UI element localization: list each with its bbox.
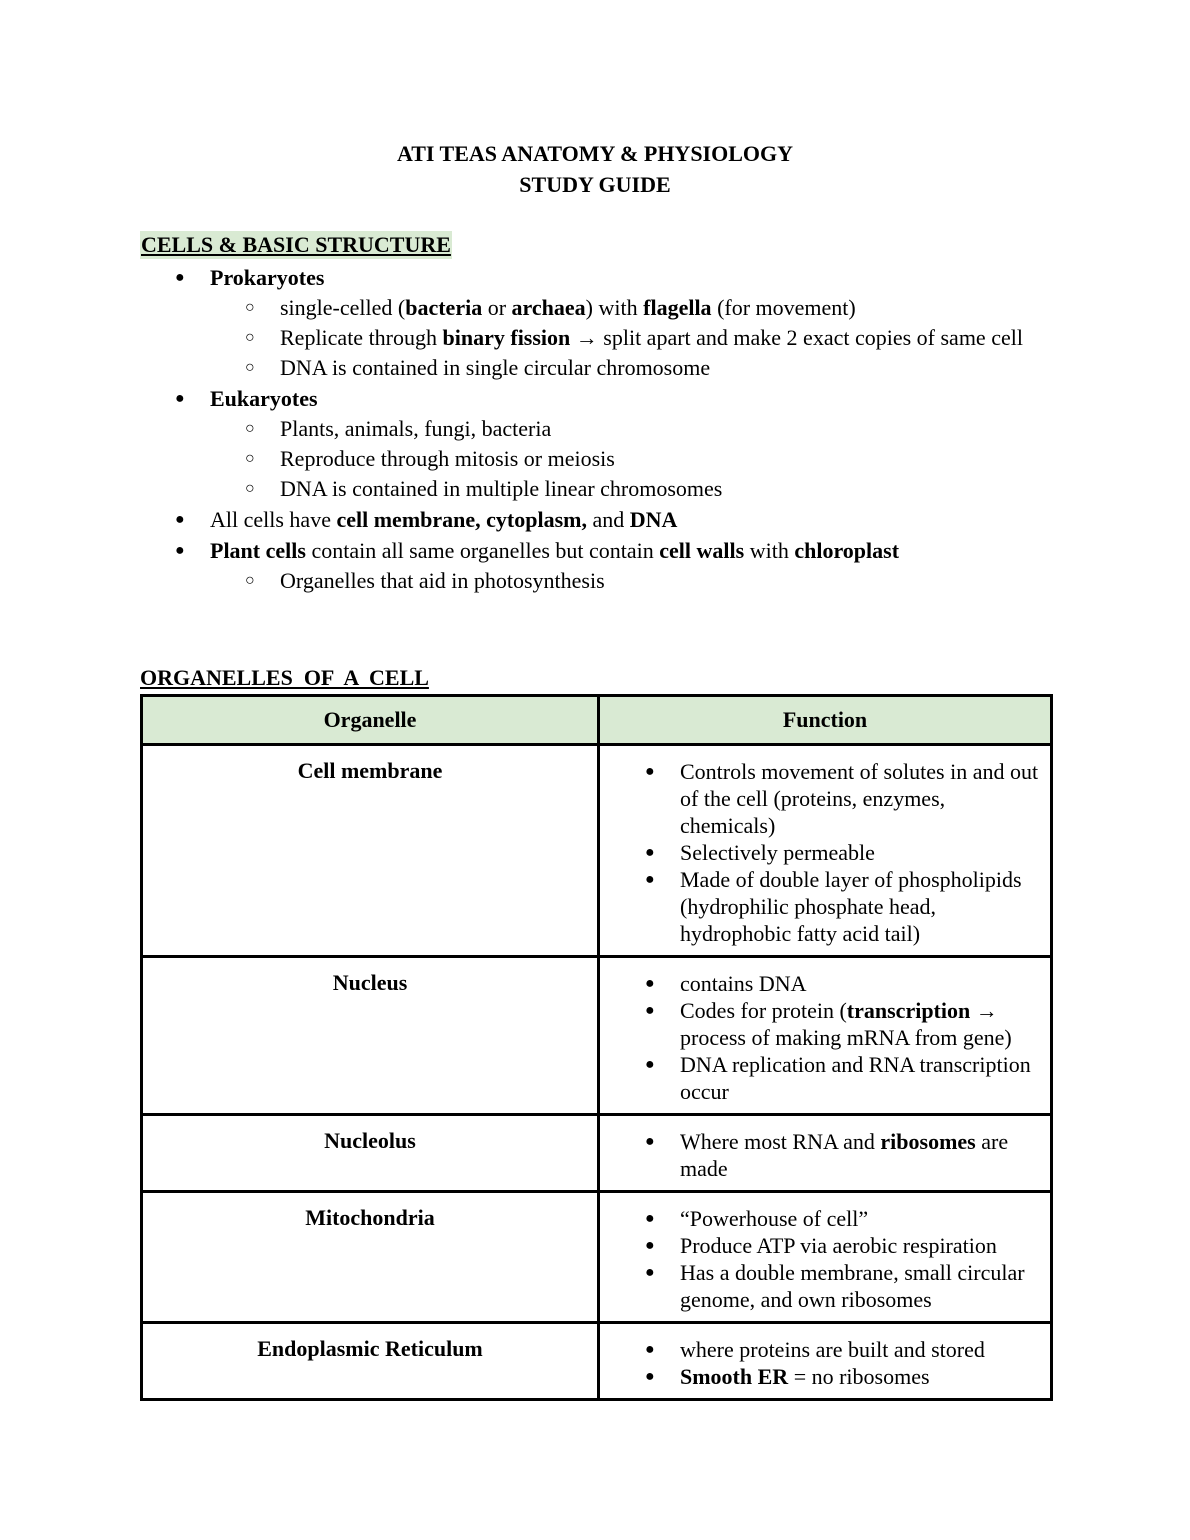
eukaryotes-sublist bbox=[210, 414, 1060, 504]
table-row bbox=[142, 745, 1052, 957]
function-item: ● Codes for protein (transcription → process of making mRNA from gene) bbox=[600, 997, 1040, 1051]
table-row bbox=[142, 957, 1052, 1115]
section-heading-cells: CELLS & BASIC STRUCTURE bbox=[141, 232, 451, 257]
organelle-function bbox=[599, 745, 1052, 957]
sub-item: ○ Plants, animals, fungi, bacteria bbox=[210, 414, 1060, 444]
function-item: ● “Powerhouse of cell” bbox=[600, 1205, 1040, 1232]
eukaryotes-label: Eukaryotes bbox=[210, 386, 318, 411]
cells-list bbox=[140, 262, 1060, 596]
organelle-name: Nucleolus bbox=[142, 1115, 599, 1192]
prokaryotes-label: Prokaryotes bbox=[210, 265, 325, 290]
table-header-row bbox=[142, 696, 1052, 745]
function-item: ● Has a double membrane, small circular genome, and own ribosomes bbox=[600, 1259, 1040, 1313]
title-line-2: STUDY GUIDE bbox=[519, 172, 671, 197]
title-line-1: ATI TEAS ANATOMY & PHYSIOLOGY bbox=[396, 141, 794, 166]
function-item: ● Produce ATP via aerobic respiration bbox=[600, 1232, 1040, 1259]
table-row bbox=[142, 1115, 1052, 1192]
sub-item: ○ Reproduce through mitosis or meiosis bbox=[210, 444, 1060, 474]
section-heading-organelles: ORGANELLES OF A CELL bbox=[140, 665, 429, 690]
function-item: ● Where most RNA and ribosomes are made bbox=[600, 1128, 1040, 1182]
document-title bbox=[0, 138, 1190, 200]
sub-item: ○ DNA is contained in multiple linear chromosomes bbox=[210, 474, 1060, 504]
column-header-function: Function bbox=[599, 696, 1052, 745]
list-item-eukaryotes bbox=[140, 383, 1060, 504]
column-header-organelle: Organelle bbox=[142, 696, 599, 745]
function-item: ● Controls movement of solutes in and out of the cell (proteins, enzymes, chemicals) bbox=[600, 758, 1040, 839]
function-item: ● where proteins are built and stored bbox=[600, 1336, 1040, 1363]
list-item-prokaryotes bbox=[140, 262, 1060, 383]
list-item-all-cells: ● All cells have cell membrane, cytoplasm, and DNA bbox=[140, 504, 1060, 535]
organelle-name: Nucleus bbox=[142, 957, 599, 1115]
function-item: ● Smooth ER = no ribosomes bbox=[600, 1363, 1040, 1390]
organelle-function bbox=[599, 1192, 1052, 1323]
organelle-function bbox=[599, 957, 1052, 1115]
sub-item: ○ single-celled (bacteria or archaea) with flagella (for movement) bbox=[210, 293, 1060, 323]
organelles-table bbox=[140, 694, 1053, 1401]
function-item: ● Made of double layer of phospholipids (hydrophilic phosphate head, hydrophobic fatty acid tail) bbox=[600, 866, 1040, 947]
organelle-name: Endoplasmic Reticulum bbox=[142, 1323, 599, 1400]
table-row bbox=[142, 1192, 1052, 1323]
function-item: ● DNA replication and RNA transcription occur bbox=[600, 1051, 1040, 1105]
table-row bbox=[142, 1323, 1052, 1400]
organelle-function bbox=[599, 1115, 1052, 1192]
sub-item: ○ Organelles that aid in photosynthesis bbox=[210, 566, 1060, 596]
sub-item: ○ DNA is contained in single circular chromosome bbox=[210, 353, 1060, 383]
list-item-plant-cells: ● Plant cells contain all same organelles but contain cell walls with chloroplast ○ Organelles that aid in photosynthesis bbox=[140, 535, 1060, 596]
prokaryotes-sublist bbox=[210, 293, 1060, 383]
function-item: ● contains DNA bbox=[600, 970, 1040, 997]
function-item: ● Selectively permeable bbox=[600, 839, 1040, 866]
organelle-name: Cell membrane bbox=[142, 745, 599, 957]
plant-cells-sublist bbox=[210, 566, 1060, 596]
sub-item: ○ Replicate through binary fission → split apart and make 2 exact copies of same cell bbox=[210, 323, 1060, 353]
organelle-name: Mitochondria bbox=[142, 1192, 599, 1323]
organelle-function bbox=[599, 1323, 1052, 1400]
